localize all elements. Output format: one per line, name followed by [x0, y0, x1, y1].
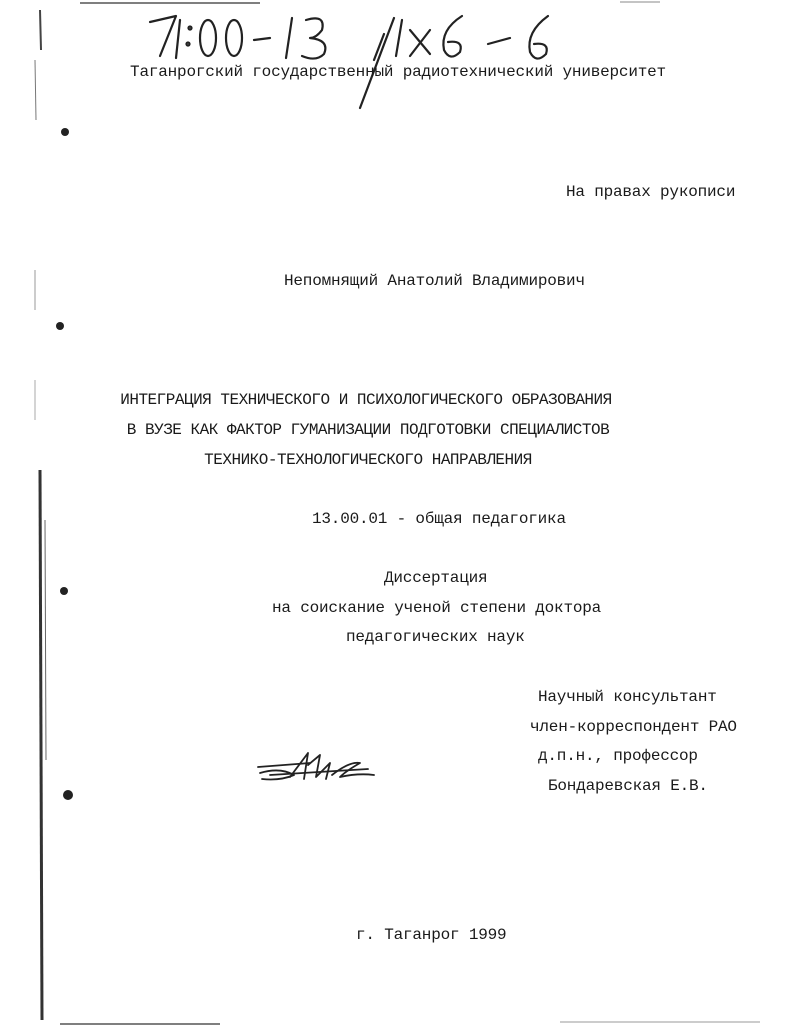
specialty-code: 13.00.01 - общая педагогика [312, 510, 566, 528]
consultant-line-3: д.п.н., профессор [538, 747, 698, 765]
title-line-2: В ВУЗЕ КАК ФАКТОР ГУМАНИЗАЦИИ ПОДГОТОВКИ СПЕЦИАЛИСТОВ [126, 421, 610, 439]
degree-line-2: на соискание ученой степени доктора [272, 599, 602, 617]
consultant-line-1: Научный консультант [538, 688, 717, 706]
consultant-line-4: Бондаревская Е.В. [548, 777, 708, 795]
title-line-1: ИНТЕГРАЦИЯ ТЕХНИЧЕСКОГО И ПСИХОЛОГИЧЕСКОГО ОБРАЗОВАНИЯ [120, 391, 612, 409]
binding-hole-mark [60, 587, 68, 595]
consultant-line-2: член-корреспондент РАО [530, 718, 737, 736]
university-name: Таганрогский государственный радиотехнический университет [130, 63, 666, 81]
city-year: г. Таганрог 1999 [356, 926, 507, 944]
signature [250, 745, 390, 795]
binding-hole-mark [63, 790, 73, 800]
rights-note: На правах рукописи [566, 183, 736, 201]
title-line-3: ТЕХНИКО-ТЕХНОЛОГИЧЕСКОГО НАПРАВЛЕНИЯ [204, 451, 532, 469]
degree-line-1: Диссертация [384, 569, 488, 587]
binding-hole-mark [56, 322, 64, 330]
degree-line-3: педагогических наук [346, 628, 525, 646]
author-name: Непомнящий Анатолий Владимирович [284, 272, 585, 290]
